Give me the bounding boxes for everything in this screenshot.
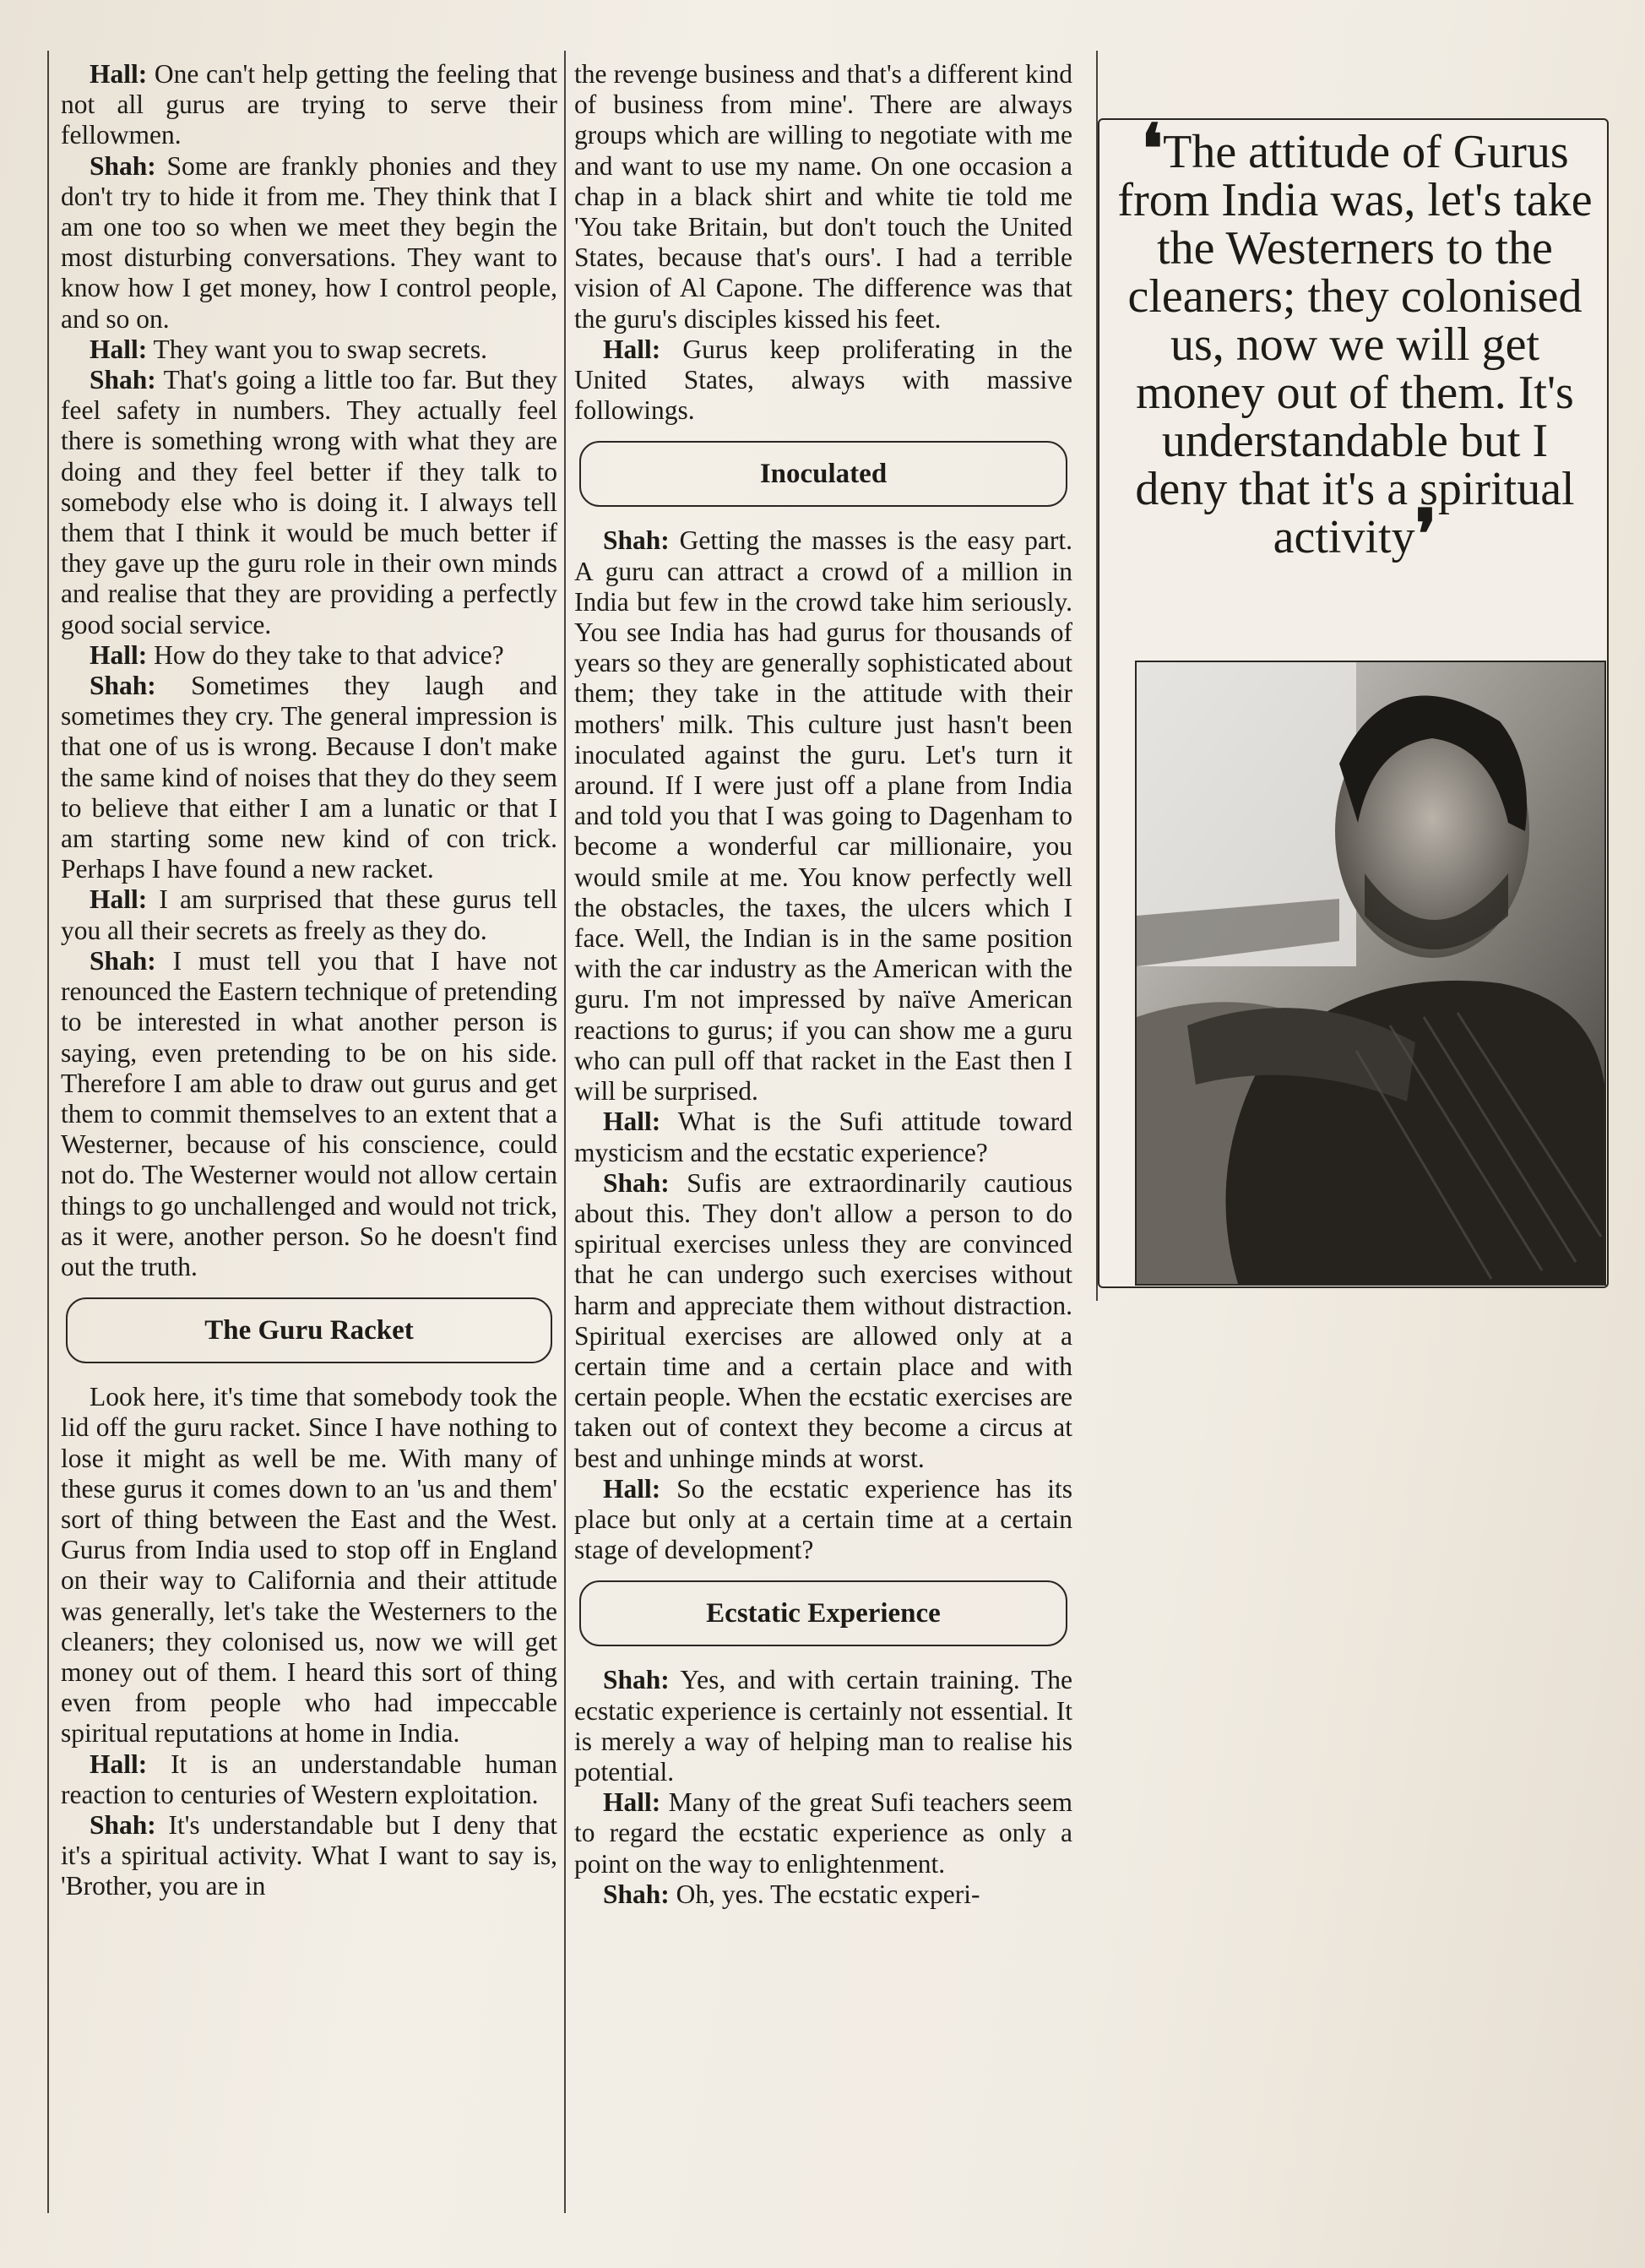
paragraph	[61, 365, 557, 640]
article-column-1	[61, 59, 557, 1902]
speaker-label: Shah:	[603, 1665, 670, 1695]
speaker-label: Hall:	[90, 59, 148, 89]
paragraph-text: How do they take to that advice?	[147, 639, 504, 670]
section-subhead-inoculated: Inoculated	[579, 441, 1067, 507]
paragraph-text: the revenge business and that's a different kind of business from mine'. There are always groups which are willing to negotiate with me and want to use my name. On one occasion a chap in a black shirt and white tie told me 'You take Britain, but don't touch the United States, because that's ours'. I had a terrible vision of Al Capone. The difference was that the guru's disciples kissed his feet.	[574, 59, 1072, 334]
paragraph-text: Many of the great Sufi teachers seem to regard the ecstatic experience as only a point on the way to enlightenment.	[574, 1787, 1072, 1879]
paragraph-text: So the ecstatic experience has its place but only at a certain time at a certain stage of development?	[574, 1473, 1072, 1565]
paragraph	[574, 525, 1072, 1107]
speaker-label: Hall:	[603, 1473, 661, 1504]
paragraph	[574, 1787, 1072, 1879]
speaker-label: Shah:	[90, 150, 156, 181]
column-rule-middle	[564, 51, 566, 2213]
paragraph-text: Sufis are extraordinarily cautious about this. They don't allow a person to do spiritual exercises unless they are convinced that he can undergo such exercises without harm and appreciate them without distraction. Spiritual exercises are allowed only at a certain time and a certain place and with certain people. When the ecstatic exercises are taken out of context they become a circus at best and unhinge minds at worst.	[574, 1167, 1072, 1473]
paragraph	[61, 59, 557, 151]
open-quote-mark: ❛	[1141, 113, 1164, 188]
paragraph	[574, 1107, 1072, 1167]
paragraph-text: It is an understandable human reaction to centuries of Western exploitation.	[61, 1749, 557, 1809]
paragraph	[574, 1665, 1072, 1787]
paragraph-text: Some are frankly phonies and they don't try to hide it from me. They think that I am one too so when we meet they begin the most disturbing conversations. They want to know how I get money, how I control people, and so on.	[61, 150, 557, 334]
paragraph	[574, 1879, 1072, 1910]
speaker-label: Shah:	[90, 1809, 156, 1840]
paragraph-text: I am surprised that these gurus tell you all their secrets as freely as they do.	[61, 884, 557, 945]
speaker-label: Shah:	[90, 365, 156, 395]
speaker-label: Shah:	[90, 671, 156, 701]
paragraph	[574, 334, 1072, 427]
speaker-label: Shah:	[603, 525, 670, 556]
speaker-label: Shah:	[603, 1879, 670, 1909]
close-quote-mark: ❜	[1414, 498, 1437, 573]
pull-quote-box	[1098, 113, 1609, 1288]
paragraph	[61, 640, 557, 671]
paragraph-text: Sometimes they laugh and sometimes they cry. The general impression is that one of us is wrong. Because I don't make the same kind of noises that they do they seem to believe that either I am a lunatic or that I am starting some new kind of con trick. Perhaps I have found a new racket.	[61, 671, 557, 884]
section-subhead-guru-racket: The Guru Racket	[66, 1297, 552, 1363]
speaker-label: Hall:	[603, 1107, 661, 1137]
paragraph	[574, 1168, 1072, 1474]
paragraph	[61, 1749, 557, 1810]
speaker-label: Shah:	[603, 1167, 670, 1198]
paragraph-text: Look here, it's time that somebody took the lid off the guru racket. Since I have nothing to lose it might as well be me. With many of these gurus it comes down to an 'us and them' sort of thing between the East and the West. Gurus from India used to stop off in England on their way to California and their attitude was generally, let's take the Westerners to the cleaners; they colonised us, now we will get money out of them. I heard this sort of thing even from people who had impeccable spiritual reputations at home in India.	[61, 1382, 557, 1749]
paragraph-text: That's going a little too far. But they feel safety in numbers. They actually feel there is something wrong with what they are doing and they feel better if they talk to somebody else who is doing it. I always tell them that I think it would be much better if they gave up the guru role in their own minds and realise that they are providing a perfectly good social service.	[61, 365, 557, 639]
pull-quote	[1116, 113, 1593, 573]
paragraph-text: They want you to swap secrets.	[147, 334, 487, 364]
column-rule-left	[47, 51, 49, 2213]
paragraph-text: One can't help getting the feeling that not all gurus are trying to serve their fellowmen.	[61, 59, 557, 150]
section-subhead-ecstatic-experience: Ecstatic Experience	[579, 1580, 1067, 1646]
paragraph	[574, 1474, 1072, 1566]
paragraph-text: It's understandable but I deny that it's a spiritual activity. What I want to say is, 'Brother, you are in	[61, 1809, 557, 1901]
speaker-label: Hall:	[603, 334, 661, 364]
portrait-photo	[1135, 661, 1606, 1286]
paragraph	[574, 59, 1072, 334]
paragraph	[61, 884, 557, 945]
speaker-label: Hall:	[603, 1787, 661, 1818]
paragraph-text: Oh, yes. The ecstatic experi-	[669, 1879, 980, 1909]
paragraph-text: What is the Sufi attitude toward mysticism and the ecstatic experience?	[574, 1107, 1072, 1167]
paragraph	[61, 151, 557, 334]
paragraph-text: Gurus keep proliferating in the United States, always with massive followings.	[574, 334, 1072, 426]
paragraph-text: Getting the masses is the easy part. A guru can attract a crowd of a million in India but few in the crowd take him seriously. You see India has had gurus for thousands of years so they are generally sophisticated about them; they take in the attitude with their mothers' milk. This culture just hasn't been inoculated against the guru. Let's turn it around. If I were just off a plane from India and told you that I was going to Dagenham to become a wonderful car millionaire, you would smile at me. You know perfectly well the obstacles, the taxes, the ulcers which I face. Well, the Indian is in the same position with the car industry as the American with the guru. I'm not impressed by naïve American reactions to gurus; if you can show me a guru who can pull off that racket in the East then I will be surprised.	[574, 525, 1072, 1107]
paragraph	[61, 671, 557, 884]
speaker-label: Shah:	[90, 945, 156, 976]
paragraph	[61, 334, 557, 365]
portrait-photo-image	[1137, 662, 1604, 1284]
article-column-2	[574, 59, 1072, 1910]
paragraph	[61, 1810, 557, 1902]
paragraph-text: Yes, and with certain training. The ecstatic experience is certainly not essential. It is merely a way of helping man to realise his potential.	[574, 1665, 1072, 1787]
speaker-label: Hall:	[90, 639, 148, 670]
paragraph-text: I must tell you that I have not renounced the Eastern technique of pretending to be interested in what another person is saying, even pretending to be on his side. Therefore I am able to draw out gurus and get them to commit themselves to an extent that a Westerner, because of his conscience, could not do. The Westerner would not allow certain things to go unchallenged and would not trick, as it were, another person. So he doesn't find out the truth.	[61, 945, 557, 1281]
pull-quote-text: The attitude of Gurus from India was, let's take the Westerners to the cleaners; they colonised us, now we will get money out of them. It's understandable but I deny that it's a spiritual activity	[1117, 126, 1593, 563]
speaker-label: Hall:	[90, 334, 148, 364]
speaker-label: Hall:	[90, 884, 148, 915]
speaker-label: Hall:	[90, 1749, 148, 1779]
paragraph	[61, 946, 557, 1282]
paragraph	[61, 1382, 557, 1749]
